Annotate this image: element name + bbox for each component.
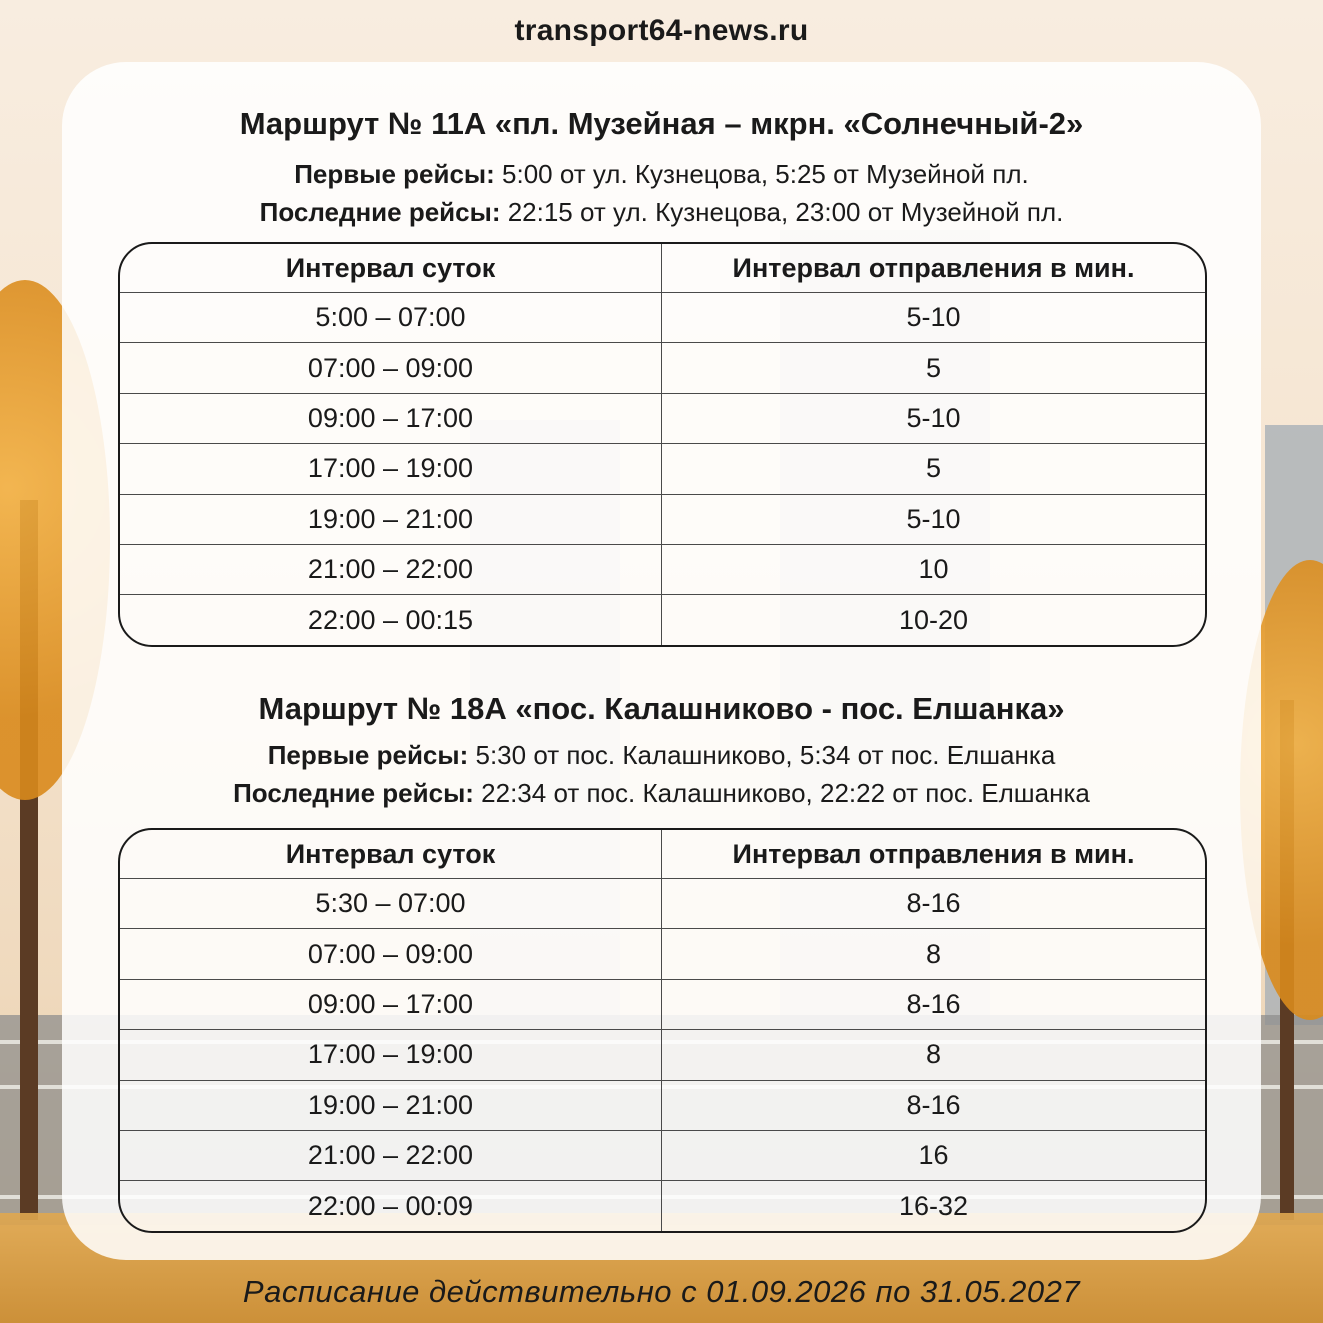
time-range-cell: 19:00 – 21:00	[120, 495, 662, 544]
interval-cell: 8	[925, 938, 942, 969]
table-row	[120, 342, 1205, 392]
column-header: Интервал отправления в мин.	[732, 838, 1135, 869]
schedule-table-18a	[118, 828, 1207, 1233]
table-row	[120, 393, 1205, 443]
interval-cell: 8-16	[906, 1089, 961, 1120]
time-range-cell: 07:00 – 09:00	[120, 929, 662, 978]
interval-cell: 5-10	[906, 503, 961, 534]
table-row	[120, 979, 1205, 1029]
time-range-cell: 19:00 – 21:00	[120, 1081, 662, 1130]
time-range-cell: 17:00 – 19:00	[120, 444, 662, 493]
time-range-cell: 09:00 – 17:00	[120, 394, 662, 443]
first-trips: Первые рейсы: 5:30 от пос. Калашниково, 5:34 от пос. Елшанка	[267, 740, 1056, 770]
interval-cell: 5	[925, 453, 942, 484]
interval-cell: 16-32	[898, 1190, 969, 1221]
first-trips: Первые рейсы: 5:00 от ул. Кузнецова, 5:25 от Музейной пл.	[294, 159, 1029, 189]
table-row	[120, 878, 1205, 928]
interval-cell: 10	[918, 554, 949, 585]
table-row	[120, 1180, 1205, 1230]
table-header-row	[120, 830, 1205, 878]
table-row	[120, 292, 1205, 342]
table-row	[120, 1130, 1205, 1180]
table-row	[120, 1080, 1205, 1130]
last-trips: Последние рейсы: 22:15 от ул. Кузнецова, 23:00 от Музейной пл.	[259, 197, 1064, 227]
time-range-cell: 22:00 – 00:15	[120, 595, 662, 644]
table-row	[120, 594, 1205, 644]
time-range-cell: 09:00 – 17:00	[120, 980, 662, 1029]
last-trips: Последние рейсы: 22:34 от пос. Калашниково, 22:22 от пос. Елшанка	[233, 778, 1090, 808]
schedule-card	[62, 62, 1261, 1260]
time-range-cell: 22:00 – 00:09	[120, 1181, 662, 1230]
table-row	[120, 494, 1205, 544]
validity-note: Расписание действительно с 01.09.2026 по 31.05.2027	[242, 1274, 1081, 1309]
time-range-cell: 21:00 – 22:00	[120, 545, 662, 594]
site-title: transport64-news.ru	[514, 14, 809, 47]
time-range-cell: 17:00 – 19:00	[120, 1030, 662, 1079]
time-range-cell: 5:00 – 07:00	[120, 293, 662, 342]
column-header: Интервал суток	[120, 244, 662, 292]
table-row	[120, 928, 1205, 978]
column-header: Интервал суток	[120, 830, 662, 878]
route-title: Маршрут № 11А «пл. Музейная – мкрн. «Солнечный-2»	[239, 106, 1084, 141]
route-header-18a	[62, 689, 1261, 812]
time-range-cell: 07:00 – 09:00	[120, 343, 662, 392]
table-row	[120, 1029, 1205, 1079]
interval-cell: 5-10	[906, 302, 961, 333]
interval-cell: 5	[925, 352, 942, 383]
table-row	[120, 443, 1205, 493]
interval-cell: 8	[925, 1039, 942, 1070]
column-header: Интервал отправления в мин.	[732, 252, 1135, 283]
schedule-table-11a	[118, 242, 1207, 647]
route-title: Маршрут № 18А «пос. Калашниково - пос. Елшанка»	[258, 691, 1065, 726]
interval-cell: 10-20	[898, 604, 969, 635]
interval-cell: 8-16	[906, 888, 961, 919]
route-header-11a	[62, 104, 1261, 231]
time-range-cell: 21:00 – 22:00	[120, 1131, 662, 1180]
interval-cell: 5-10	[906, 402, 961, 433]
time-range-cell: 5:30 – 07:00	[120, 879, 662, 928]
interval-cell: 8-16	[906, 988, 961, 1019]
table-header-row	[120, 244, 1205, 292]
interval-cell: 16	[918, 1140, 949, 1171]
table-row	[120, 544, 1205, 594]
